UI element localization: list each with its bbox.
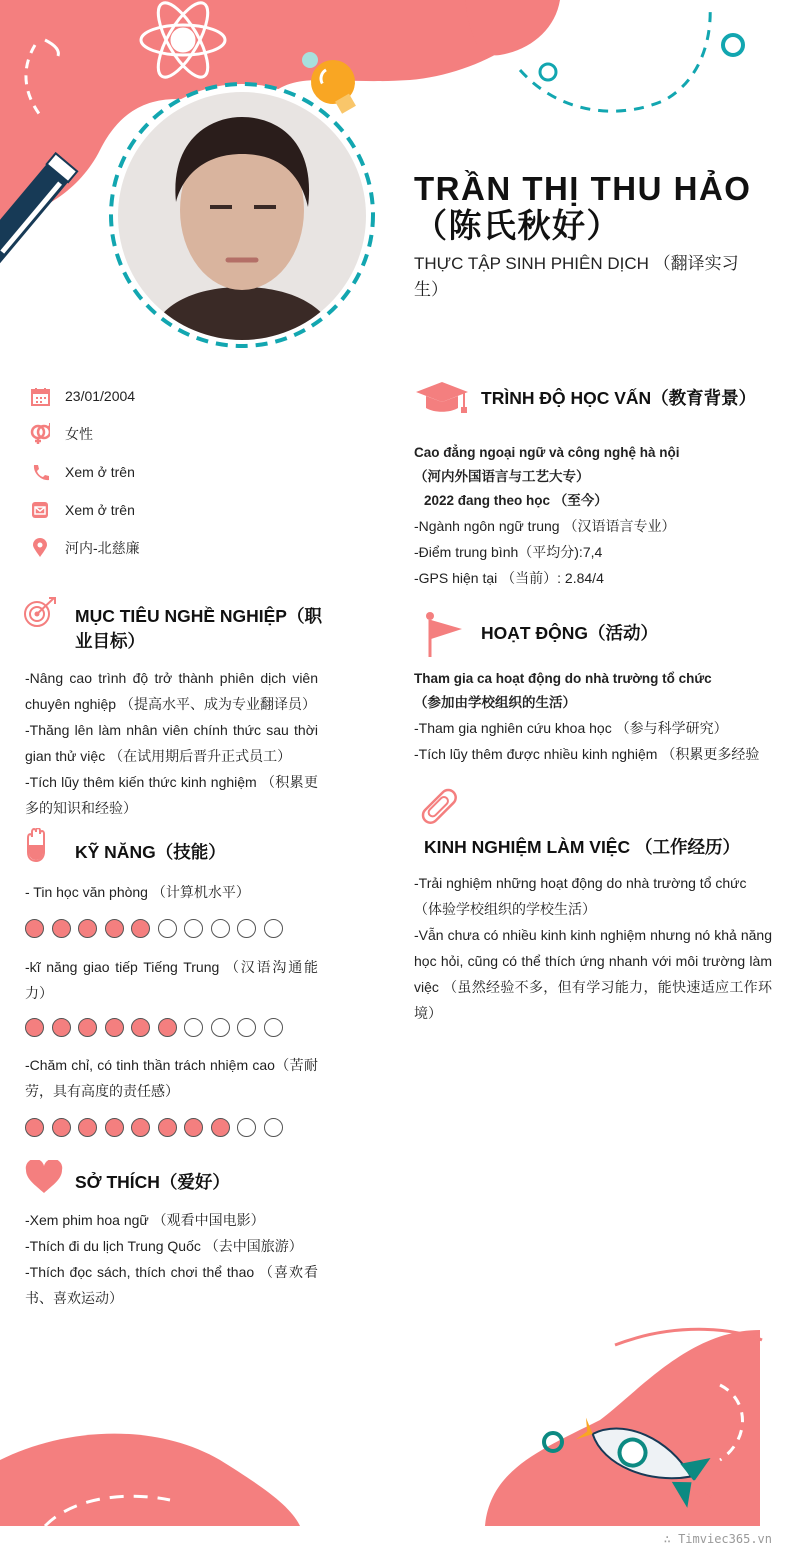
rating-dot-filled	[158, 1018, 177, 1037]
rating-dot-filled	[158, 1118, 177, 1137]
rating-dot-filled	[52, 1018, 71, 1037]
rating-dot-filled	[211, 1118, 230, 1137]
calendar-icon	[30, 386, 50, 406]
activity-line: -Tham gia nghiên cứu khoa học （参与科学研究）	[414, 720, 728, 736]
activity-line: -Tích lũy thêm được nhiều kinh nghiệm （积累更多经验	[414, 746, 760, 762]
rating-dot-filled	[105, 1018, 124, 1037]
hobby-line: -Xem phim hoa ngữ （观看中国电影）	[25, 1212, 265, 1228]
experience-title: KINH NGHIỆM LÀM VIỆC （工作经历）	[424, 837, 740, 857]
rating-dot-empty	[237, 1118, 256, 1137]
bottom-left-blob	[0, 1434, 300, 1526]
rating-dot-empty	[184, 919, 203, 938]
job-title: THỰC TẬP SINH PHIÊN DỊCH （翻译实习生）	[414, 254, 739, 299]
contact-address	[30, 538, 140, 558]
education-title: TRÌNH ĐỘ HỌC VẤN（教育背景）	[481, 388, 757, 408]
rating-dot-filled	[105, 1118, 124, 1137]
activities-body	[414, 667, 784, 767]
rating-dot-empty	[184, 1018, 203, 1037]
birthdate-value: 23/01/2004	[65, 388, 136, 404]
experience-line: -Trải nghiệm những hoạt động do nhà trường tổ chức	[414, 875, 747, 891]
rating-dot-filled	[52, 919, 71, 938]
career-goal-body	[25, 665, 318, 821]
mail-icon	[30, 500, 50, 520]
gender-icon	[30, 424, 50, 444]
hobbies-body	[25, 1207, 318, 1311]
phone-value: Xem ở trên	[65, 464, 135, 480]
career-goal-line: -Tích lũy thêm kiến thức kinh nghiệm （积累更多的知识和经验）	[25, 774, 318, 816]
rating-dot-filled	[78, 1118, 97, 1137]
experience-line: （体验学校组织的学校生活）	[414, 901, 596, 917]
rating-dot-empty	[264, 1018, 283, 1037]
rating-dot-empty	[264, 1118, 283, 1137]
school-name: Cao đẳng ngoại ngữ và công nghệ hà nội	[414, 445, 680, 460]
hobby-line: -Thích đọc sách, thích chơi thể thao （喜欢看书、喜欢运动）	[25, 1264, 318, 1306]
skill-rating	[25, 1118, 283, 1137]
skills-title: KỸ NĂNG（技能）	[75, 842, 226, 862]
watermark: ∴ Timviec365.vn	[663, 1532, 772, 1546]
hand-icon	[24, 828, 48, 867]
phone-icon	[30, 462, 50, 482]
skill-label: - Tin học văn phòng （计算机水平）	[25, 884, 250, 900]
rating-dot-filled	[25, 1018, 44, 1037]
hobbies-title: SỞ THÍCH（爱好）	[75, 1172, 230, 1192]
rating-dot-filled	[25, 1118, 44, 1137]
rating-dot-filled	[131, 919, 150, 938]
rating-dot-filled	[184, 1118, 203, 1137]
skill-label: -Chăm chỉ, có tinh thần trách nhiệm cao（苦耐劳，具有高度的责任感）	[25, 1057, 318, 1099]
rating-dot-empty	[237, 1018, 256, 1037]
skill-rating	[25, 1018, 283, 1037]
rating-dot-filled	[78, 919, 97, 938]
gender-value: 女性	[65, 426, 93, 442]
career-goal-line: -Thăng lên làm nhân viên chính thức sau thời gian thử việc （在试用期后晋升正式员工）	[25, 722, 318, 764]
activities-heading-cn: （参加由学校组织的生活）	[414, 695, 576, 710]
education-line: -Ngành ngôn ngữ trung （汉语语言专业）	[414, 518, 676, 534]
career-goal-title: MỤC TIÊU NGHỀ NGHIỆP（职业目标）	[75, 606, 322, 651]
location-icon	[30, 538, 50, 558]
rating-dot-filled	[78, 1018, 97, 1037]
school-name-cn: （河内外国语言与工艺大专）	[414, 469, 590, 484]
skill-rating	[25, 919, 283, 938]
paperclip-icon	[416, 786, 460, 833]
career-goal-line: -Nâng cao trình độ trở thành phiên dịch viên chuyên nghiệp （提高水平、成为专业翻译员）	[25, 670, 318, 712]
contact-phone	[30, 462, 135, 482]
email-value: Xem ở trên	[65, 502, 135, 518]
rating-dot-empty	[158, 919, 177, 938]
rating-dot-filled	[52, 1118, 71, 1137]
rating-dot-filled	[131, 1118, 150, 1137]
address-value: 河内-北慈廉	[65, 540, 140, 556]
flag-icon	[424, 612, 464, 663]
profile-photo	[118, 92, 366, 340]
education-body	[414, 441, 784, 591]
candidate-name: TRẦN THỊ THU HẢO （陈氏秋好）	[414, 170, 752, 244]
activities-heading: Tham gia ca hoạt động do nhà trường tổ chức	[414, 671, 712, 686]
target-icon	[24, 596, 58, 633]
rating-dot-filled	[131, 1018, 150, 1037]
rating-dot-empty	[237, 919, 256, 938]
rating-dot-empty	[211, 1018, 230, 1037]
contact-gender	[30, 424, 93, 444]
rating-dot-filled	[105, 919, 124, 938]
activities-title: HOẠT ĐỘNG（活动）	[481, 623, 658, 643]
rating-dot-empty	[211, 919, 230, 938]
rating-dot-empty	[264, 919, 283, 938]
skill-label: -kĩ năng giao tiếp Tiếng Trung （汉语沟通能力）	[25, 959, 318, 1001]
ring-decoration	[540, 64, 556, 80]
education-line: -Điểm trung bình（平均分):7,4	[414, 544, 603, 560]
rating-dot-filled	[25, 919, 44, 938]
ring-decoration	[723, 35, 743, 55]
education-line: -GPS hiện tại （当前）: 2.84/4	[414, 570, 604, 586]
hobby-line: -Thích đi du lịch Trung Quốc （去中国旅游）	[25, 1238, 303, 1254]
contact-email	[30, 500, 135, 520]
experience-body	[414, 870, 772, 1026]
heart-icon	[25, 1160, 63, 1199]
contact-birthdate	[30, 386, 135, 406]
experience-line: -Vẫn chưa có nhiều kinh kinh nghiệm nhưng nó khả năng học hỏi, cũng có thể thích ứng nhanh với môi trường làm việc （虽然经验不多，但有学习能力，能快速适应工作环境）	[414, 927, 772, 1021]
study-period: 2022 đang theo học （至今）	[424, 493, 608, 508]
graduation-cap-icon	[414, 380, 470, 419]
